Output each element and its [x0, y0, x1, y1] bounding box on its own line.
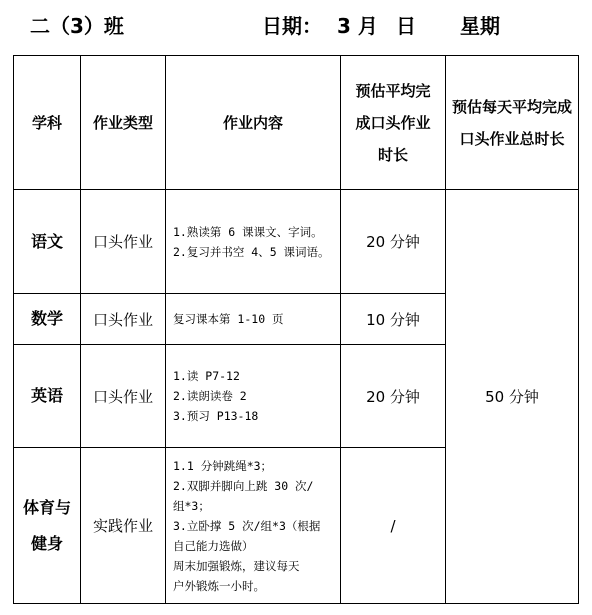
header-avg-time: 预估平均完 成口头作业 时长 [341, 56, 446, 190]
content-cell: 1.1 分钟跳绳*3； 2.双脚并脚向上跳 30 次/ 组*3； 3.立卧撑 5 次/组*3（根据 自己能力选做） 周末加强锻炼，建议每天 户外锻炼一小时。 [166, 448, 341, 604]
header-type: 作业类型 [81, 56, 166, 190]
date-label: 日期： [262, 14, 322, 38]
avg-time-cell: 20 分钟 [341, 345, 446, 448]
header-row [14, 56, 579, 190]
class-label: 二（3）班 [30, 14, 124, 38]
avg-time-cell: / [341, 448, 446, 604]
header-daily-total: 预估每天平均完成 口头作业总时长 [446, 56, 579, 190]
subject-cell: 语文 [14, 190, 81, 294]
month-field: 3 月 [337, 14, 378, 38]
daily-total-cell: 50 分钟 [446, 190, 579, 604]
subject-cell: 体育与 健身 [14, 448, 81, 604]
type-cell: 口头作业 [81, 190, 166, 294]
homework-table [13, 55, 579, 604]
type-cell: 口头作业 [81, 345, 166, 448]
header-content: 作业内容 [166, 56, 341, 190]
avg-time-cell: 10 分钟 [341, 294, 446, 345]
page-header [0, 10, 592, 40]
header-subject: 学科 [14, 56, 81, 190]
weekday-field: 星期 [460, 14, 500, 38]
content-cell: 1.熟读第 6 课课文、字词。 2.复习并书空 4、5 课词语。 [166, 190, 341, 294]
content-cell: 复习课本第 1-10 页 [166, 294, 341, 345]
subject-cell: 英语 [14, 345, 81, 448]
type-cell: 实践作业 [81, 448, 166, 604]
subject-cell: 数学 [14, 294, 81, 345]
day-field: 日 [396, 14, 416, 38]
table-row [14, 190, 579, 294]
type-cell: 口头作业 [81, 294, 166, 345]
content-cell: 1.读 P7-12 2.读朗读卷 2 3.预习 P13-18 [166, 345, 341, 448]
avg-time-cell: 20 分钟 [341, 190, 446, 294]
